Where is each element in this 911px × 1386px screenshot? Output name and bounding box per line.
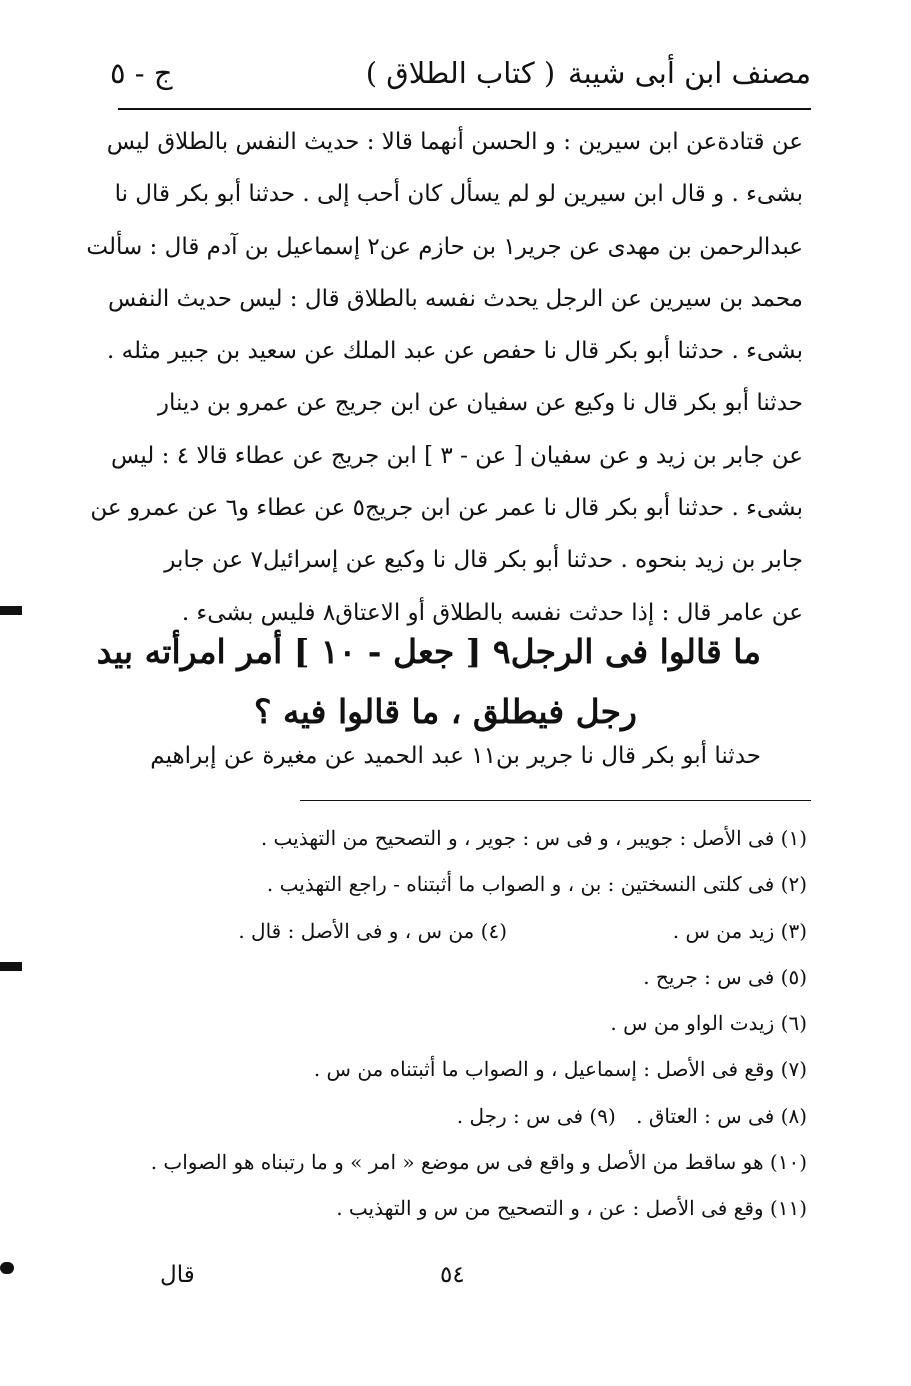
scan-mark [0,1262,14,1274]
text-line: عن قتادةعن ابن سيرين : و الحسن أنهما قالا : حديث النفس بالطلاق ليس [106,129,803,155]
text-line: عن جابر بن زيد و عن سفيان [ عن - ٣ ] ابن جريج عن عطاء قالا ٤ : ليس [111,442,803,469]
heading-line-2: رجل فيطلق ، ما قالوا فيه ؟ [254,692,637,731]
footnote: (٤) من س ، و فى الأصل : قال . [238,918,507,943]
text-line: حدثنا أبو بكر قال نا وكيع عن سفيان عن ابن جريج عن عمرو بن دينار [157,390,803,417]
running-header [110,52,811,100]
header-volume: ج - ٥ [110,56,173,90]
text-line: عبدالرحمن بن مهدى عن جرير١ بن حازم عن٢ إسماعيل بن آدم قال : سألت [86,233,803,260]
footnote: (١) فى الأصل : جويبر ، و فى س : جوير ، و التصحيح من التهذيب . [260,826,807,850]
footnote: (٧) وقع فى الأصل : إسماعيل ، و الصواب ما أثبتناه من س . [313,1057,807,1082]
footnotes [130,815,807,1232]
text-line: بشىء . حدثنا أبو بكر قال نا حفص عن عبد الملك عن سعيد بن جبير مثله . [107,338,803,365]
page-number: ٥٤ [440,1262,465,1288]
footnote: (٩) فى س : رجل . [456,1103,616,1128]
footnote-rule [300,800,811,801]
footnote: (٦) زيدت الواو من س . [610,1011,807,1036]
text-line: محمد بن سيرين عن الرجل يحدث نفسه بالطلاق قال : ليس حديث النفس [108,285,803,312]
text-line: بشىء . حدثنا أبو بكر قال نا عمر عن ابن جريج٥ عن عطاء و٦ عن عمرو عن [90,495,803,522]
footnote: (٢) فى كلتى النسختين : بن ، و الصواب ما أثبتناه - راجع التهذيب . [266,872,807,897]
main-text [86,116,803,639]
scan-mark [0,962,22,971]
header-chapter-title: ( كتاب الطلاق ) [365,56,556,90]
section-heading [96,622,761,742]
heading-line-1: ما قالوا فى الرجل٩ [ جعل - ١٠ ] أمر امرأته بيد [96,632,761,671]
footnote-row [130,908,807,954]
text-line: بشىء . و قال ابن سيرين لو لم يسأل كان أحب إلى . حدثنا أبو بكر قال نا [114,181,803,208]
text-line: عن عامر قال : إذا حدثت نفسه بالطلاق أو الاعتاق٨ فليس بشىء . [181,599,803,626]
header-rule [118,108,811,110]
footnote-row [130,1093,807,1139]
footnote: (٨) فى س : العتاق . [636,1103,807,1128]
page-footer [0,1262,911,1298]
text-line: جابر بن زيد بنحوه . حدثنا أبو بكر قال نا وكيع عن إسرائيل٧ عن جابر [164,547,803,574]
footnote: (١١) وقع فى الأصل : عن ، و التصحيح من س و التهذيب . [336,1196,807,1221]
footnote: (٥) فى س : جريح . [643,964,807,989]
header-book-title: مصنف ابن أبى شيبة [568,56,811,90]
footnote: (٣) زيد من س . [672,918,807,943]
section-first-line: حدثنا أبو بكر قال نا جرير بن١١ عبد الحميد عن مغيرة عن إبراهيم [150,743,761,769]
footnote: (١٠) هو ساقط من الأصل و واقع فى س موضع « امر » و ما رتبناه هو الصواب . [150,1150,807,1175]
scan-mark [0,606,22,615]
catchword: قال [160,1262,195,1288]
